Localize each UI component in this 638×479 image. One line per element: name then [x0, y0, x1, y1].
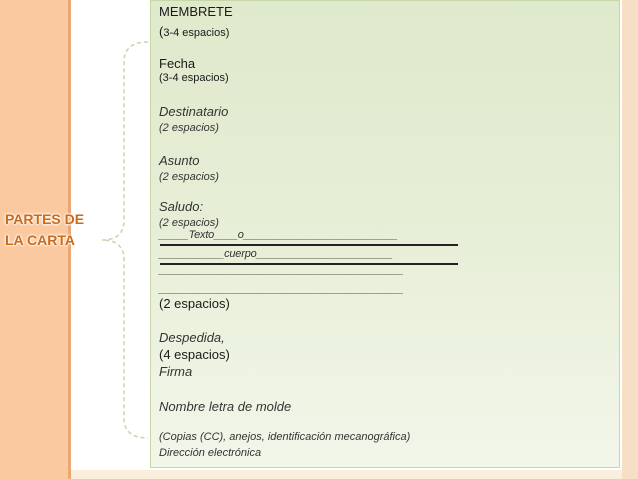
cuerpo-line: ___________cuerpo_______________________	[159, 248, 393, 260]
copias-note: (Copias (CC), anejos, identificación mecanográfica)	[159, 431, 411, 443]
direccion-note: Dirección electrónica	[159, 447, 262, 459]
nombre-heading: Nombre letra de molde	[159, 399, 292, 414]
membrete-heading: MEMBRETE	[159, 4, 233, 19]
body-spacing: (2 espacios)	[159, 296, 230, 311]
membrete-spacing: (3-4 espacios)	[159, 24, 230, 39]
label-line-1: PARTES DE	[5, 211, 85, 227]
right-decor-strip	[622, 0, 638, 479]
firma-heading: Firma	[159, 364, 193, 379]
blank-line-2: __________________________________________	[159, 283, 404, 295]
destinatario-heading: Destinatario	[159, 104, 229, 119]
texto-rule	[160, 244, 458, 246]
asunto-heading: Asunto	[159, 153, 200, 168]
saludo-spacing: (2 espacios)	[159, 217, 219, 229]
label-line-2: LA CARTA	[5, 232, 75, 248]
saludo-heading: Saludo:	[159, 199, 204, 214]
letter-parts-label	[5, 209, 105, 251]
bottom-decor-strip	[71, 470, 622, 479]
despedida-heading: Despedida,	[159, 330, 225, 345]
blank-line-1: __________________________________________	[159, 264, 404, 276]
despedida-spacing: (4 espacios)	[159, 347, 230, 362]
asunto-spacing: (2 espacios)	[159, 171, 219, 183]
fecha-spacing: (3-4 espacios)	[159, 72, 229, 84]
destinatario-spacing: (2 espacios)	[159, 122, 219, 134]
texto-line: _____Texto____o__________________________	[159, 229, 398, 241]
fecha-heading: Fecha	[159, 56, 196, 71]
